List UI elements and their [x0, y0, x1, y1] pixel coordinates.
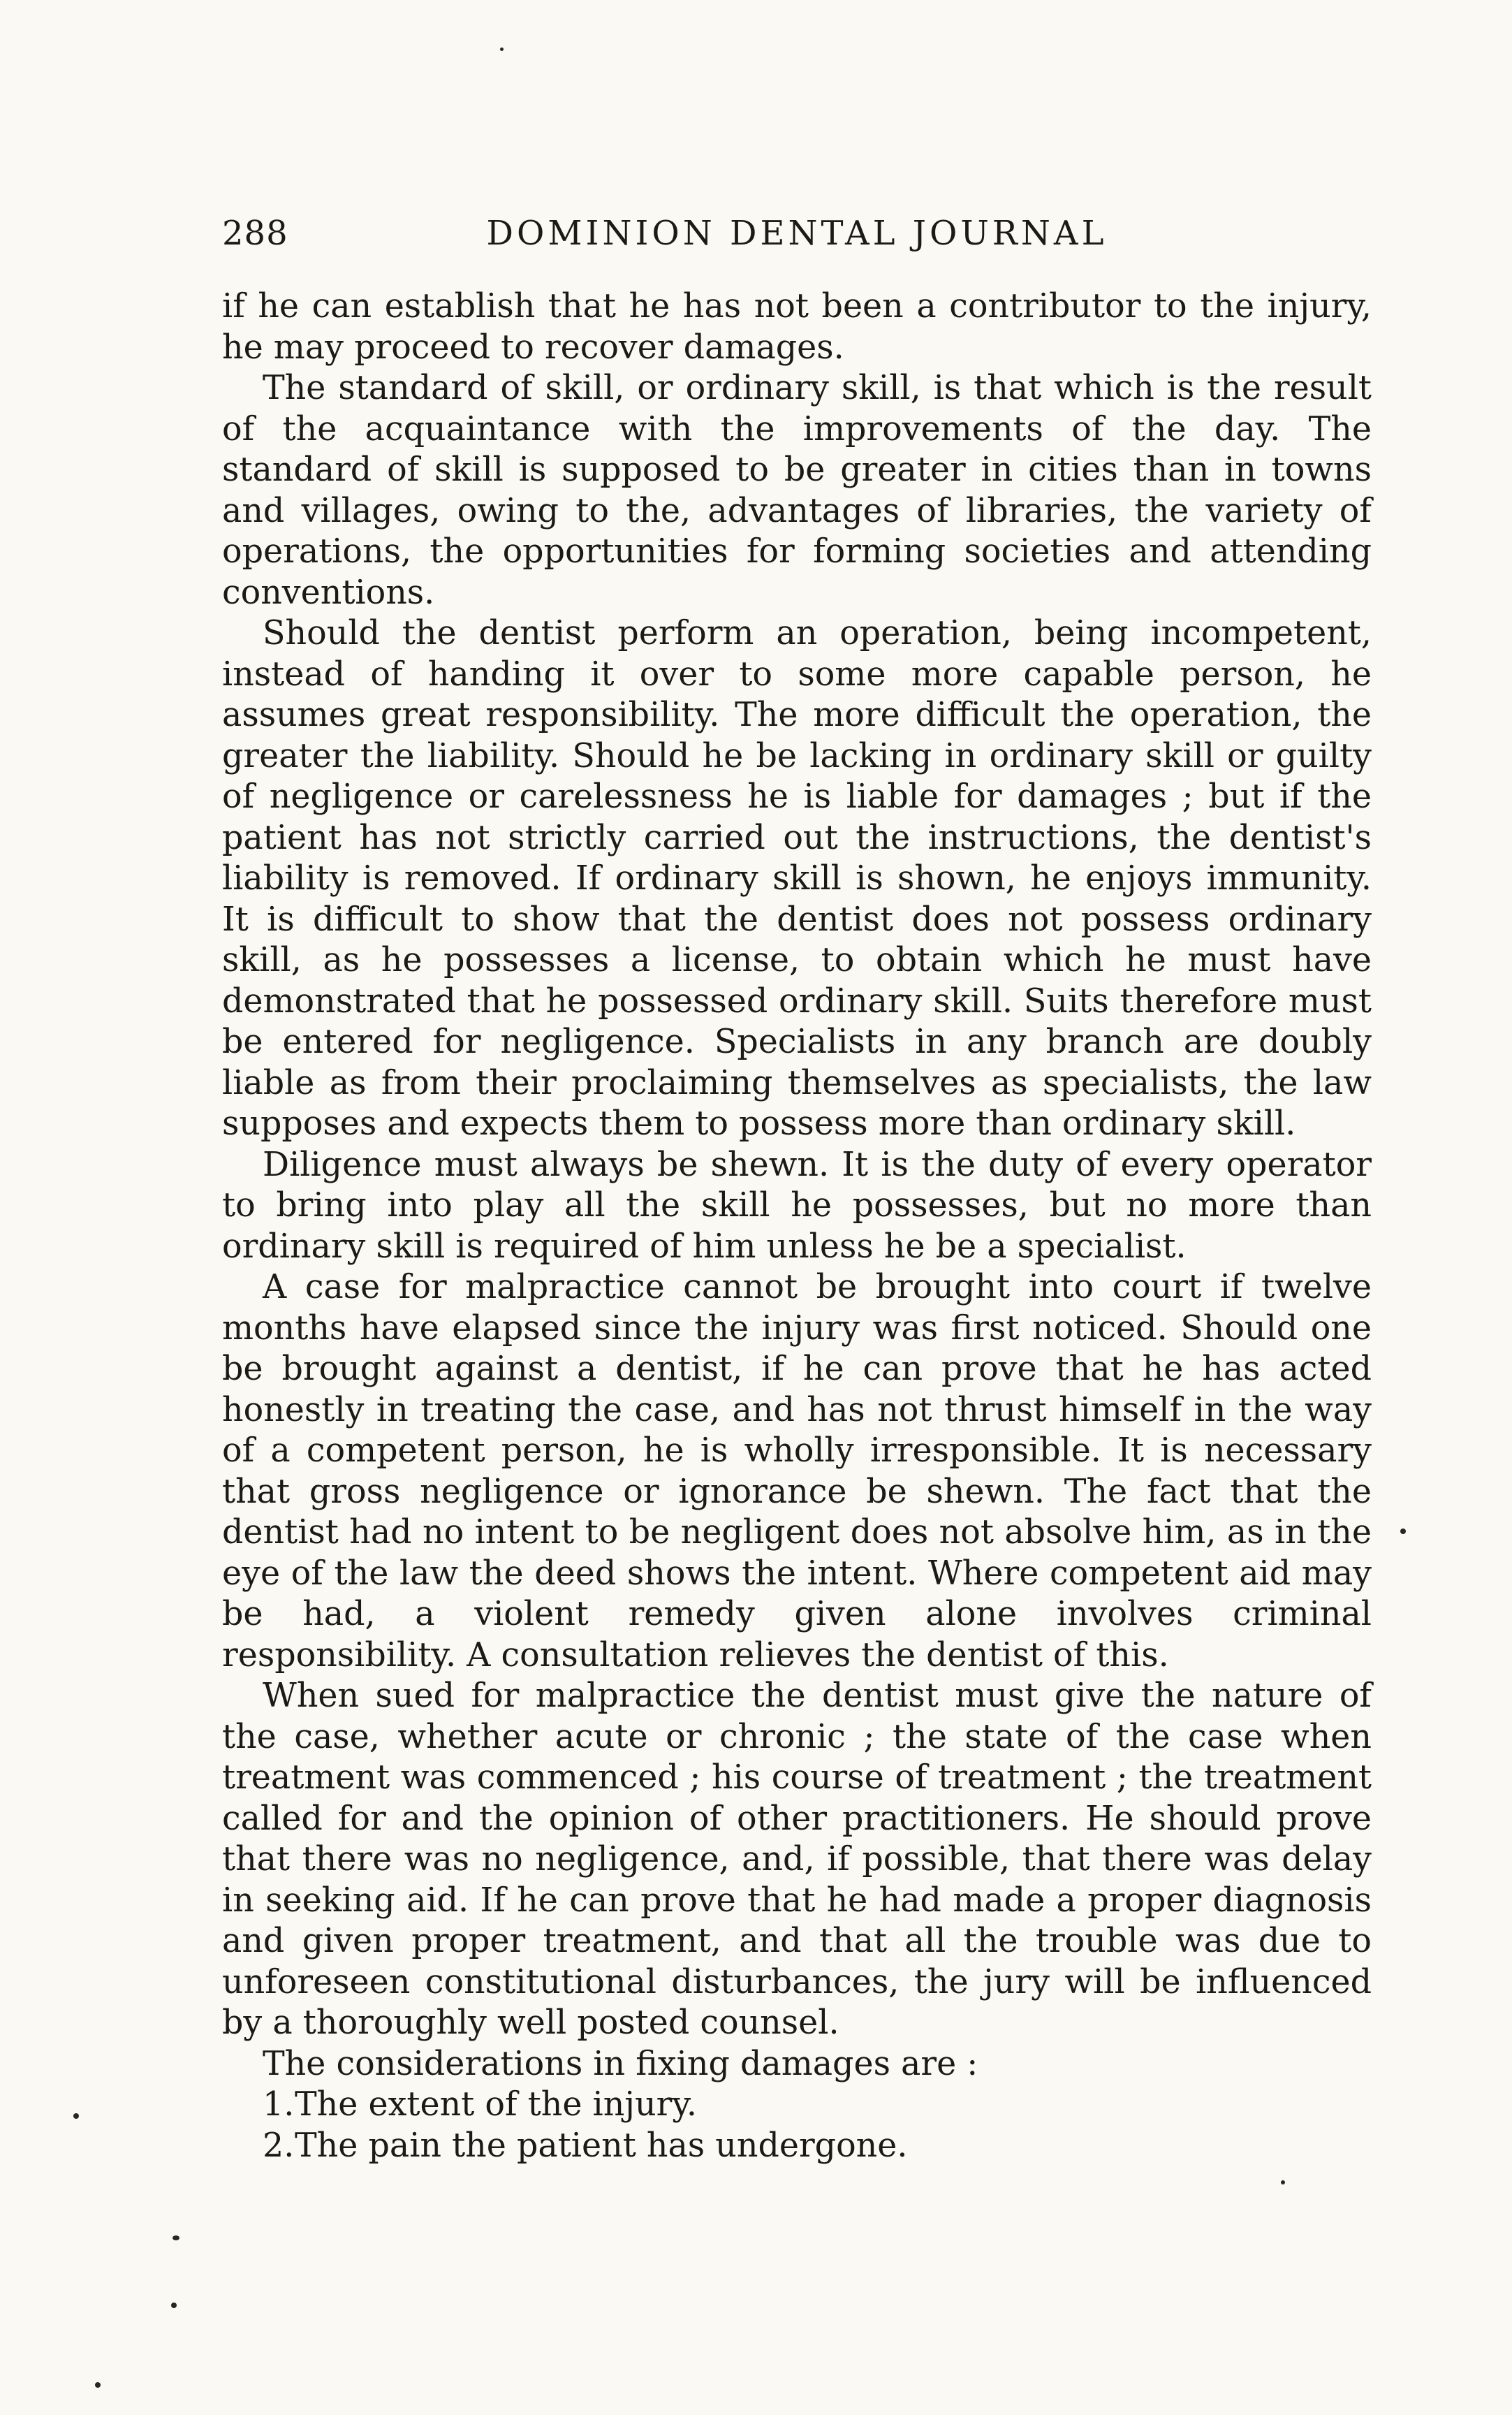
- scan-speck: [500, 48, 504, 51]
- paragraph: Should the dentist perform an operation, being incompetent, instead of handing it over to some more capable person, he assumes great responsibility. The more difficult the operation, the greater the liability. Should he be lacking in ordinary skill or guilty of negligence or carelessness he is liable for damages ; but if the patient has not strictly carried out the instructions, the dentist's liability is removed. If ordinary skill is shown, he enjoys immunity. It is difficult to show that the dentist does not possess ordinary skill, as he possesses a license, to obtain which he must have demonstrated that he possessed ordinary skill. Suits therefore must be entered for negligence. Specialists in any branch are doubly liable as from their proclaiming themselves as specialists, the law supposes and expects them to possess more than ordinary skill.: [222, 614, 1372, 1143]
- running-title: DOMINION DENTAL JOURNAL: [486, 214, 1108, 253]
- paragraph: The considerations in fixing damages are :: [263, 2044, 978, 2083]
- scan-speck: [73, 2113, 79, 2119]
- damages-list: [222, 2085, 1372, 2166]
- list-item: [222, 2085, 1372, 2126]
- list-text: The pain the patient has undergone.: [295, 2126, 908, 2165]
- paragraph: The standard of skill, or ordinary skill, is that which is the result of the acquaintance with the improvements of the day. The standard of skill is supposed to be greater in cities than in towns and villages, owing to the, advantages of libraries, the variety of operations, the opportunities for forming societies and attending conventions.: [222, 369, 1372, 612]
- scan-speck: [173, 2235, 179, 2240]
- page-number: 288: [222, 214, 288, 253]
- page-header: [222, 214, 1372, 258]
- list-text: The extent of the injury.: [295, 2085, 697, 2124]
- scan-speck: [171, 2303, 177, 2308]
- paragraph: When sued for malpractice the dentist must give the nature of the case, whether acute or chronic ; the state of the case when treatment was commenced ; his course of treatment ; the treatment called for and the opinion of other practitioners. He should prove that there was no negligence, and, if possible, that there was delay in seeking aid. If he can prove that he had made a proper diagnosis and given proper treatment, and that all the trouble was due to unforeseen constitutional disturbances, the jury will be influenced by a thoroughly well posted counsel.: [222, 1677, 1372, 2042]
- paragraph: A case for malpractice cannot be brought into court if twelve months have elapsed since the injury was first noticed. Should one be brought against a dentist, if he can prove that he has acted honestly in treating the case, and has not thrust himself in the way of a competent person, he is wholly irresponsible. It is necessary that gross negligence or ignorance be shewn. The fact that the dentist had no intent to be negligent does not absolve him, as in the eye of the law the deed shows the intent. Where competent aid may be had, a violent remedy given alone involves criminal responsibility. A consultation relieves the dentist of this.: [222, 1268, 1372, 1675]
- scan-speck: [1281, 2180, 1285, 2184]
- article-body: [222, 286, 1372, 2166]
- list-number: 2.: [263, 2126, 295, 2165]
- paragraph: Diligence must always be shewn. It is the duty of every operator to bring into play all the skill he possesses, but no more than ordinary skill is required of him unless he be a specialist.: [222, 1145, 1372, 1266]
- scan-speck: [1400, 1528, 1406, 1534]
- list-number: 1.: [263, 2085, 295, 2124]
- scan-speck: [95, 2382, 101, 2388]
- list-item: [222, 2126, 1372, 2167]
- paragraph: if he can establish that he has not been a contributor to the injury, he may proceed to recover damages.: [222, 287, 1372, 367]
